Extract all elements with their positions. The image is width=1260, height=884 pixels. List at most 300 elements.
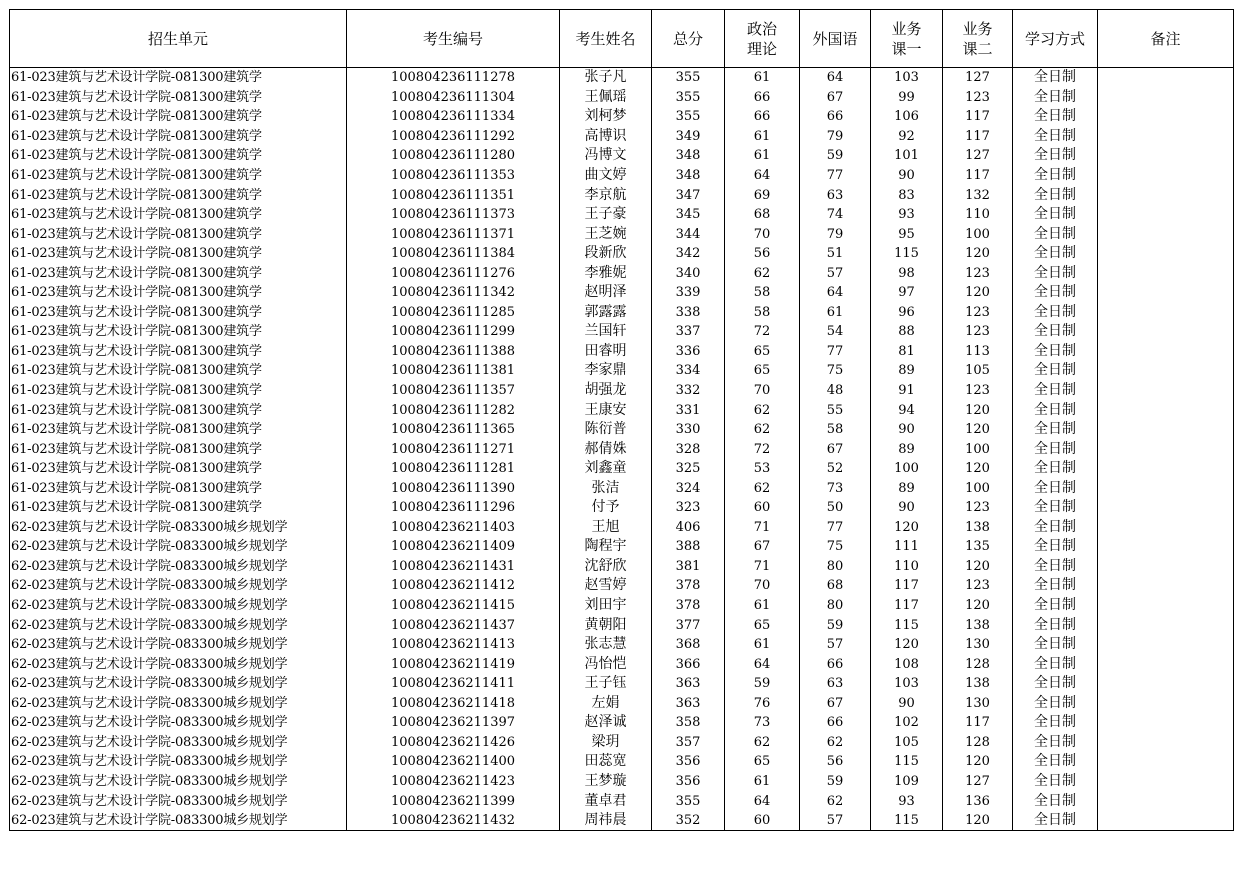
cell-total-score: 339 bbox=[652, 283, 725, 303]
cell-admission-unit: 61-023建筑与艺术设计学院-081300建筑学 bbox=[10, 478, 347, 498]
cell-remarks bbox=[1098, 596, 1234, 616]
cell-foreign-language-score: 74 bbox=[800, 205, 871, 225]
cell-politics-score: 72 bbox=[725, 322, 800, 342]
cell-study-mode: 全日制 bbox=[1013, 263, 1098, 283]
cell-admission-unit: 61-023建筑与艺术设计学院-081300建筑学 bbox=[10, 303, 347, 323]
cell-course-two-score: 127 bbox=[943, 68, 1013, 88]
cell-candidate-id: 100804236211397 bbox=[347, 713, 560, 733]
table-row bbox=[10, 400, 1234, 420]
header-foreign-language: 外国语 bbox=[800, 10, 871, 68]
cell-course-two-score: 117 bbox=[943, 713, 1013, 733]
cell-politics-score: 65 bbox=[725, 342, 800, 362]
cell-admission-unit: 62-023建筑与艺术设计学院-083300城乡规划学 bbox=[10, 772, 347, 792]
cell-foreign-language-score: 66 bbox=[800, 713, 871, 733]
table-row bbox=[10, 674, 1234, 694]
cell-study-mode: 全日制 bbox=[1013, 694, 1098, 714]
cell-candidate-id: 100804236111276 bbox=[347, 263, 560, 283]
cell-total-score: 377 bbox=[652, 615, 725, 635]
cell-total-score: 348 bbox=[652, 166, 725, 186]
cell-course-two-score: 123 bbox=[943, 88, 1013, 108]
cell-remarks bbox=[1098, 478, 1234, 498]
cell-study-mode: 全日制 bbox=[1013, 537, 1098, 557]
cell-course-two-score: 123 bbox=[943, 576, 1013, 596]
cell-course-two-score: 135 bbox=[943, 537, 1013, 557]
cell-study-mode: 全日制 bbox=[1013, 381, 1098, 401]
cell-candidate-id: 100804236211411 bbox=[347, 674, 560, 694]
cell-politics-score: 59 bbox=[725, 674, 800, 694]
table-row bbox=[10, 107, 1234, 127]
cell-course-two-score: 117 bbox=[943, 107, 1013, 127]
cell-admission-unit: 61-023建筑与艺术设计学院-081300建筑学 bbox=[10, 361, 347, 381]
cell-admission-unit: 61-023建筑与艺术设计学院-081300建筑学 bbox=[10, 244, 347, 264]
cell-course-one-score: 115 bbox=[871, 244, 943, 264]
cell-remarks bbox=[1098, 752, 1234, 772]
cell-course-one-score: 93 bbox=[871, 205, 943, 225]
cell-admission-unit: 61-023建筑与艺术设计学院-081300建筑学 bbox=[10, 498, 347, 518]
cell-admission-unit: 62-023建筑与艺术设计学院-083300城乡规划学 bbox=[10, 557, 347, 577]
cell-candidate-name: 李雅妮 bbox=[560, 263, 652, 283]
cell-course-two-score: 117 bbox=[943, 127, 1013, 147]
cell-study-mode: 全日制 bbox=[1013, 283, 1098, 303]
header-politics-line2: 理论 bbox=[746, 39, 777, 58]
cell-foreign-language-score: 62 bbox=[800, 733, 871, 753]
cell-study-mode: 全日制 bbox=[1013, 518, 1098, 538]
table-row bbox=[10, 478, 1234, 498]
cell-total-score: 338 bbox=[652, 303, 725, 323]
cell-foreign-language-score: 67 bbox=[800, 439, 871, 459]
cell-politics-score: 61 bbox=[725, 596, 800, 616]
header-course-two bbox=[943, 10, 1013, 68]
cell-total-score: 325 bbox=[652, 459, 725, 479]
cell-admission-unit: 61-023建筑与艺术设计学院-081300建筑学 bbox=[10, 381, 347, 401]
cell-remarks bbox=[1098, 166, 1234, 186]
cell-course-one-score: 99 bbox=[871, 88, 943, 108]
cell-remarks bbox=[1098, 381, 1234, 401]
cell-candidate-name: 田蕊宽 bbox=[560, 752, 652, 772]
cell-study-mode: 全日制 bbox=[1013, 615, 1098, 635]
cell-remarks bbox=[1098, 733, 1234, 753]
cell-politics-score: 68 bbox=[725, 205, 800, 225]
cell-politics-score: 66 bbox=[725, 107, 800, 127]
cell-admission-unit: 61-023建筑与艺术设计学院-081300建筑学 bbox=[10, 400, 347, 420]
cell-admission-unit: 61-023建筑与艺术设计学院-081300建筑学 bbox=[10, 224, 347, 244]
cell-total-score: 345 bbox=[652, 205, 725, 225]
cell-politics-score: 67 bbox=[725, 537, 800, 557]
cell-candidate-id: 100804236111373 bbox=[347, 205, 560, 225]
table-row bbox=[10, 615, 1234, 635]
score-table-body bbox=[10, 68, 1234, 831]
cell-remarks bbox=[1098, 361, 1234, 381]
table-row bbox=[10, 772, 1234, 792]
cell-politics-score: 71 bbox=[725, 557, 800, 577]
cell-politics-score: 70 bbox=[725, 381, 800, 401]
cell-politics-score: 61 bbox=[725, 68, 800, 88]
cell-remarks bbox=[1098, 127, 1234, 147]
cell-course-two-score: 138 bbox=[943, 518, 1013, 538]
cell-foreign-language-score: 67 bbox=[800, 694, 871, 714]
cell-foreign-language-score: 62 bbox=[800, 791, 871, 811]
cell-total-score: 323 bbox=[652, 498, 725, 518]
score-table bbox=[9, 9, 1234, 831]
cell-total-score: 328 bbox=[652, 439, 725, 459]
cell-candidate-id: 100804236211409 bbox=[347, 537, 560, 557]
header-candidate-name: 考生姓名 bbox=[560, 10, 652, 68]
cell-remarks bbox=[1098, 263, 1234, 283]
table-row bbox=[10, 811, 1234, 831]
cell-candidate-name: 郝倩姝 bbox=[560, 439, 652, 459]
cell-course-one-score: 83 bbox=[871, 185, 943, 205]
cell-total-score: 334 bbox=[652, 361, 725, 381]
cell-total-score: 366 bbox=[652, 654, 725, 674]
table-row bbox=[10, 68, 1234, 88]
cell-candidate-id: 100804236111299 bbox=[347, 322, 560, 342]
cell-foreign-language-score: 59 bbox=[800, 615, 871, 635]
cell-course-two-score: 120 bbox=[943, 752, 1013, 772]
table-row bbox=[10, 263, 1234, 283]
cell-admission-unit: 62-023建筑与艺术设计学院-083300城乡规划学 bbox=[10, 654, 347, 674]
cell-candidate-name: 郭露露 bbox=[560, 303, 652, 323]
cell-remarks bbox=[1098, 146, 1234, 166]
cell-candidate-name: 王佩瑶 bbox=[560, 88, 652, 108]
cell-remarks bbox=[1098, 791, 1234, 811]
cell-candidate-id: 100804236211419 bbox=[347, 654, 560, 674]
cell-study-mode: 全日制 bbox=[1013, 107, 1098, 127]
cell-course-one-score: 94 bbox=[871, 400, 943, 420]
cell-foreign-language-score: 77 bbox=[800, 518, 871, 538]
cell-admission-unit: 62-023建筑与艺术设计学院-083300城乡规划学 bbox=[10, 518, 347, 538]
cell-total-score: 332 bbox=[652, 381, 725, 401]
cell-course-two-score: 128 bbox=[943, 733, 1013, 753]
cell-candidate-id: 100804236211412 bbox=[347, 576, 560, 596]
cell-course-one-score: 106 bbox=[871, 107, 943, 127]
cell-course-one-score: 115 bbox=[871, 752, 943, 772]
cell-remarks bbox=[1098, 68, 1234, 88]
table-row bbox=[10, 498, 1234, 518]
cell-remarks bbox=[1098, 185, 1234, 205]
cell-politics-score: 58 bbox=[725, 303, 800, 323]
cell-foreign-language-score: 63 bbox=[800, 674, 871, 694]
cell-remarks bbox=[1098, 88, 1234, 108]
cell-course-two-score: 123 bbox=[943, 498, 1013, 518]
cell-remarks bbox=[1098, 635, 1234, 655]
cell-course-two-score: 120 bbox=[943, 557, 1013, 577]
cell-admission-unit: 61-023建筑与艺术设计学院-081300建筑学 bbox=[10, 322, 347, 342]
cell-foreign-language-score: 59 bbox=[800, 146, 871, 166]
header-politics-line1: 政治 bbox=[746, 19, 777, 38]
cell-admission-unit: 61-023建筑与艺术设计学院-081300建筑学 bbox=[10, 420, 347, 440]
cell-foreign-language-score: 55 bbox=[800, 400, 871, 420]
cell-admission-unit: 61-023建筑与艺术设计学院-081300建筑学 bbox=[10, 146, 347, 166]
cell-candidate-id: 100804236111281 bbox=[347, 459, 560, 479]
cell-admission-unit: 61-023建筑与艺术设计学院-081300建筑学 bbox=[10, 342, 347, 362]
cell-candidate-id: 100804236111334 bbox=[347, 107, 560, 127]
cell-course-one-score: 110 bbox=[871, 557, 943, 577]
cell-foreign-language-score: 57 bbox=[800, 263, 871, 283]
cell-candidate-id: 100804236111353 bbox=[347, 166, 560, 186]
cell-study-mode: 全日制 bbox=[1013, 361, 1098, 381]
cell-candidate-id: 100804236111296 bbox=[347, 498, 560, 518]
cell-politics-score: 62 bbox=[725, 733, 800, 753]
cell-admission-unit: 62-023建筑与艺术设计学院-083300城乡规划学 bbox=[10, 576, 347, 596]
cell-study-mode: 全日制 bbox=[1013, 224, 1098, 244]
cell-candidate-id: 100804236211423 bbox=[347, 772, 560, 792]
cell-candidate-name: 曲文婷 bbox=[560, 166, 652, 186]
cell-politics-score: 65 bbox=[725, 752, 800, 772]
cell-course-one-score: 109 bbox=[871, 772, 943, 792]
cell-candidate-name: 张子凡 bbox=[560, 68, 652, 88]
cell-foreign-language-score: 68 bbox=[800, 576, 871, 596]
table-row bbox=[10, 361, 1234, 381]
cell-politics-score: 73 bbox=[725, 713, 800, 733]
cell-foreign-language-score: 51 bbox=[800, 244, 871, 264]
header-row bbox=[10, 10, 1234, 68]
cell-candidate-name: 周祎晨 bbox=[560, 811, 652, 831]
cell-candidate-name: 王旭 bbox=[560, 518, 652, 538]
table-row bbox=[10, 185, 1234, 205]
cell-foreign-language-score: 79 bbox=[800, 224, 871, 244]
cell-foreign-language-score: 61 bbox=[800, 303, 871, 323]
cell-politics-score: 70 bbox=[725, 224, 800, 244]
table-row bbox=[10, 224, 1234, 244]
cell-candidate-id: 100804236111390 bbox=[347, 478, 560, 498]
cell-study-mode: 全日制 bbox=[1013, 205, 1098, 225]
cell-admission-unit: 62-023建筑与艺术设计学院-083300城乡规划学 bbox=[10, 537, 347, 557]
cell-foreign-language-score: 73 bbox=[800, 478, 871, 498]
cell-candidate-id: 100804236211415 bbox=[347, 596, 560, 616]
cell-course-one-score: 103 bbox=[871, 68, 943, 88]
cell-politics-score: 76 bbox=[725, 694, 800, 714]
cell-candidate-id: 100804236211400 bbox=[347, 752, 560, 772]
cell-politics-score: 71 bbox=[725, 518, 800, 538]
cell-course-one-score: 91 bbox=[871, 381, 943, 401]
table-row bbox=[10, 244, 1234, 264]
cell-study-mode: 全日制 bbox=[1013, 811, 1098, 831]
cell-total-score: 356 bbox=[652, 752, 725, 772]
table-row bbox=[10, 342, 1234, 362]
cell-politics-score: 62 bbox=[725, 263, 800, 283]
cell-course-two-score: 100 bbox=[943, 224, 1013, 244]
cell-remarks bbox=[1098, 518, 1234, 538]
cell-remarks bbox=[1098, 772, 1234, 792]
cell-study-mode: 全日制 bbox=[1013, 733, 1098, 753]
header-course-one bbox=[871, 10, 943, 68]
cell-study-mode: 全日制 bbox=[1013, 146, 1098, 166]
cell-course-one-score: 101 bbox=[871, 146, 943, 166]
cell-total-score: 337 bbox=[652, 322, 725, 342]
cell-course-two-score: 123 bbox=[943, 263, 1013, 283]
cell-admission-unit: 62-023建筑与艺术设计学院-083300城乡规划学 bbox=[10, 635, 347, 655]
cell-politics-score: 66 bbox=[725, 88, 800, 108]
cell-course-one-score: 89 bbox=[871, 478, 943, 498]
cell-politics-score: 65 bbox=[725, 615, 800, 635]
cell-candidate-id: 100804236111282 bbox=[347, 400, 560, 420]
cell-remarks bbox=[1098, 713, 1234, 733]
cell-remarks bbox=[1098, 557, 1234, 577]
cell-total-score: 388 bbox=[652, 537, 725, 557]
cell-total-score: 381 bbox=[652, 557, 725, 577]
cell-course-two-score: 138 bbox=[943, 615, 1013, 635]
cell-candidate-name: 赵雪婷 bbox=[560, 576, 652, 596]
cell-politics-score: 61 bbox=[725, 146, 800, 166]
cell-foreign-language-score: 77 bbox=[800, 166, 871, 186]
cell-candidate-name: 黄朝阳 bbox=[560, 615, 652, 635]
cell-candidate-name: 段新欣 bbox=[560, 244, 652, 264]
cell-admission-unit: 61-023建筑与艺术设计学院-081300建筑学 bbox=[10, 263, 347, 283]
cell-foreign-language-score: 48 bbox=[800, 381, 871, 401]
cell-total-score: 348 bbox=[652, 146, 725, 166]
table-row bbox=[10, 322, 1234, 342]
cell-candidate-name: 兰国轩 bbox=[560, 322, 652, 342]
cell-candidate-name: 王子豪 bbox=[560, 205, 652, 225]
header-candidate-id: 考生编号 bbox=[347, 10, 560, 68]
cell-study-mode: 全日制 bbox=[1013, 654, 1098, 674]
cell-foreign-language-score: 58 bbox=[800, 420, 871, 440]
cell-course-one-score: 89 bbox=[871, 439, 943, 459]
cell-remarks bbox=[1098, 303, 1234, 323]
cell-course-one-score: 93 bbox=[871, 791, 943, 811]
cell-course-one-score: 108 bbox=[871, 654, 943, 674]
cell-course-one-score: 120 bbox=[871, 518, 943, 538]
header-study-mode: 学习方式 bbox=[1013, 10, 1098, 68]
cell-candidate-id: 100804236111271 bbox=[347, 439, 560, 459]
cell-foreign-language-score: 56 bbox=[800, 752, 871, 772]
cell-politics-score: 64 bbox=[725, 166, 800, 186]
cell-course-one-score: 90 bbox=[871, 420, 943, 440]
cell-remarks bbox=[1098, 654, 1234, 674]
cell-politics-score: 60 bbox=[725, 811, 800, 831]
table-row bbox=[10, 127, 1234, 147]
cell-candidate-name: 赵泽诚 bbox=[560, 713, 652, 733]
cell-course-one-score: 90 bbox=[871, 166, 943, 186]
cell-remarks bbox=[1098, 694, 1234, 714]
cell-foreign-language-score: 59 bbox=[800, 772, 871, 792]
cell-politics-score: 62 bbox=[725, 400, 800, 420]
cell-remarks bbox=[1098, 283, 1234, 303]
cell-remarks bbox=[1098, 811, 1234, 831]
cell-study-mode: 全日制 bbox=[1013, 576, 1098, 596]
header-admission-unit: 招生单元 bbox=[10, 10, 347, 68]
cell-candidate-name: 沈舒欣 bbox=[560, 557, 652, 577]
cell-foreign-language-score: 80 bbox=[800, 596, 871, 616]
cell-study-mode: 全日制 bbox=[1013, 596, 1098, 616]
cell-course-two-score: 100 bbox=[943, 439, 1013, 459]
cell-course-two-score: 120 bbox=[943, 244, 1013, 264]
table-row bbox=[10, 518, 1234, 538]
header-course-one-line1: 业务 bbox=[891, 19, 922, 38]
table-row bbox=[10, 459, 1234, 479]
cell-study-mode: 全日制 bbox=[1013, 166, 1098, 186]
cell-study-mode: 全日制 bbox=[1013, 459, 1098, 479]
cell-remarks bbox=[1098, 674, 1234, 694]
cell-course-one-score: 111 bbox=[871, 537, 943, 557]
cell-total-score: 342 bbox=[652, 244, 725, 264]
table-row bbox=[10, 283, 1234, 303]
cell-politics-score: 60 bbox=[725, 498, 800, 518]
cell-foreign-language-score: 57 bbox=[800, 635, 871, 655]
cell-candidate-id: 100804236211403 bbox=[347, 518, 560, 538]
cell-remarks bbox=[1098, 107, 1234, 127]
cell-course-two-score: 120 bbox=[943, 400, 1013, 420]
table-row bbox=[10, 88, 1234, 108]
cell-admission-unit: 62-023建筑与艺术设计学院-083300城乡规划学 bbox=[10, 811, 347, 831]
cell-admission-unit: 62-023建筑与艺术设计学院-083300城乡规划学 bbox=[10, 733, 347, 753]
table-row bbox=[10, 205, 1234, 225]
table-row bbox=[10, 166, 1234, 186]
table-row bbox=[10, 146, 1234, 166]
cell-remarks bbox=[1098, 439, 1234, 459]
cell-course-two-score: 130 bbox=[943, 694, 1013, 714]
cell-course-one-score: 96 bbox=[871, 303, 943, 323]
cell-candidate-id: 100804236211432 bbox=[347, 811, 560, 831]
cell-politics-score: 53 bbox=[725, 459, 800, 479]
cell-candidate-id: 100804236211437 bbox=[347, 615, 560, 635]
header-politics bbox=[725, 10, 800, 68]
cell-admission-unit: 61-023建筑与艺术设计学院-081300建筑学 bbox=[10, 127, 347, 147]
cell-admission-unit: 61-023建筑与艺术设计学院-081300建筑学 bbox=[10, 459, 347, 479]
cell-admission-unit: 62-023建筑与艺术设计学院-083300城乡规划学 bbox=[10, 752, 347, 772]
cell-total-score: 352 bbox=[652, 811, 725, 831]
cell-course-one-score: 115 bbox=[871, 811, 943, 831]
cell-remarks bbox=[1098, 322, 1234, 342]
header-course-two-line2: 课二 bbox=[962, 39, 993, 58]
cell-course-two-score: 127 bbox=[943, 772, 1013, 792]
cell-admission-unit: 61-023建筑与艺术设计学院-081300建筑学 bbox=[10, 88, 347, 108]
cell-admission-unit: 61-023建筑与艺术设计学院-081300建筑学 bbox=[10, 68, 347, 88]
cell-admission-unit: 61-023建筑与艺术设计学院-081300建筑学 bbox=[10, 439, 347, 459]
cell-course-two-score: 120 bbox=[943, 459, 1013, 479]
cell-foreign-language-score: 50 bbox=[800, 498, 871, 518]
cell-course-two-score: 128 bbox=[943, 654, 1013, 674]
cell-candidate-id: 100804236111342 bbox=[347, 283, 560, 303]
cell-course-one-score: 95 bbox=[871, 224, 943, 244]
cell-study-mode: 全日制 bbox=[1013, 400, 1098, 420]
cell-foreign-language-score: 63 bbox=[800, 185, 871, 205]
table-row bbox=[10, 420, 1234, 440]
cell-admission-unit: 62-023建筑与艺术设计学院-083300城乡规划学 bbox=[10, 615, 347, 635]
cell-politics-score: 56 bbox=[725, 244, 800, 264]
cell-admission-unit: 62-023建筑与艺术设计学院-083300城乡规划学 bbox=[10, 674, 347, 694]
cell-politics-score: 61 bbox=[725, 127, 800, 147]
cell-candidate-name: 付予 bbox=[560, 498, 652, 518]
cell-course-two-score: 136 bbox=[943, 791, 1013, 811]
cell-remarks bbox=[1098, 459, 1234, 479]
cell-foreign-language-score: 66 bbox=[800, 654, 871, 674]
cell-admission-unit: 61-023建筑与艺术设计学院-081300建筑学 bbox=[10, 107, 347, 127]
cell-course-two-score: 120 bbox=[943, 420, 1013, 440]
cell-candidate-name: 李京航 bbox=[560, 185, 652, 205]
cell-study-mode: 全日制 bbox=[1013, 420, 1098, 440]
cell-foreign-language-score: 57 bbox=[800, 811, 871, 831]
cell-candidate-id: 100804236111371 bbox=[347, 224, 560, 244]
cell-candidate-id: 100804236111365 bbox=[347, 420, 560, 440]
cell-candidate-name: 王子钰 bbox=[560, 674, 652, 694]
cell-candidate-id: 100804236111357 bbox=[347, 381, 560, 401]
header-course-two-line1: 业务 bbox=[962, 19, 993, 38]
cell-total-score: 358 bbox=[652, 713, 725, 733]
cell-foreign-language-score: 75 bbox=[800, 537, 871, 557]
cell-study-mode: 全日制 bbox=[1013, 791, 1098, 811]
cell-candidate-id: 100804236111381 bbox=[347, 361, 560, 381]
table-row bbox=[10, 635, 1234, 655]
cell-course-two-score: 123 bbox=[943, 303, 1013, 323]
cell-candidate-name: 赵明泽 bbox=[560, 283, 652, 303]
cell-course-two-score: 117 bbox=[943, 166, 1013, 186]
cell-candidate-id: 100804236111278 bbox=[347, 68, 560, 88]
cell-course-two-score: 110 bbox=[943, 205, 1013, 225]
table-row bbox=[10, 303, 1234, 323]
cell-study-mode: 全日制 bbox=[1013, 322, 1098, 342]
cell-foreign-language-score: 75 bbox=[800, 361, 871, 381]
